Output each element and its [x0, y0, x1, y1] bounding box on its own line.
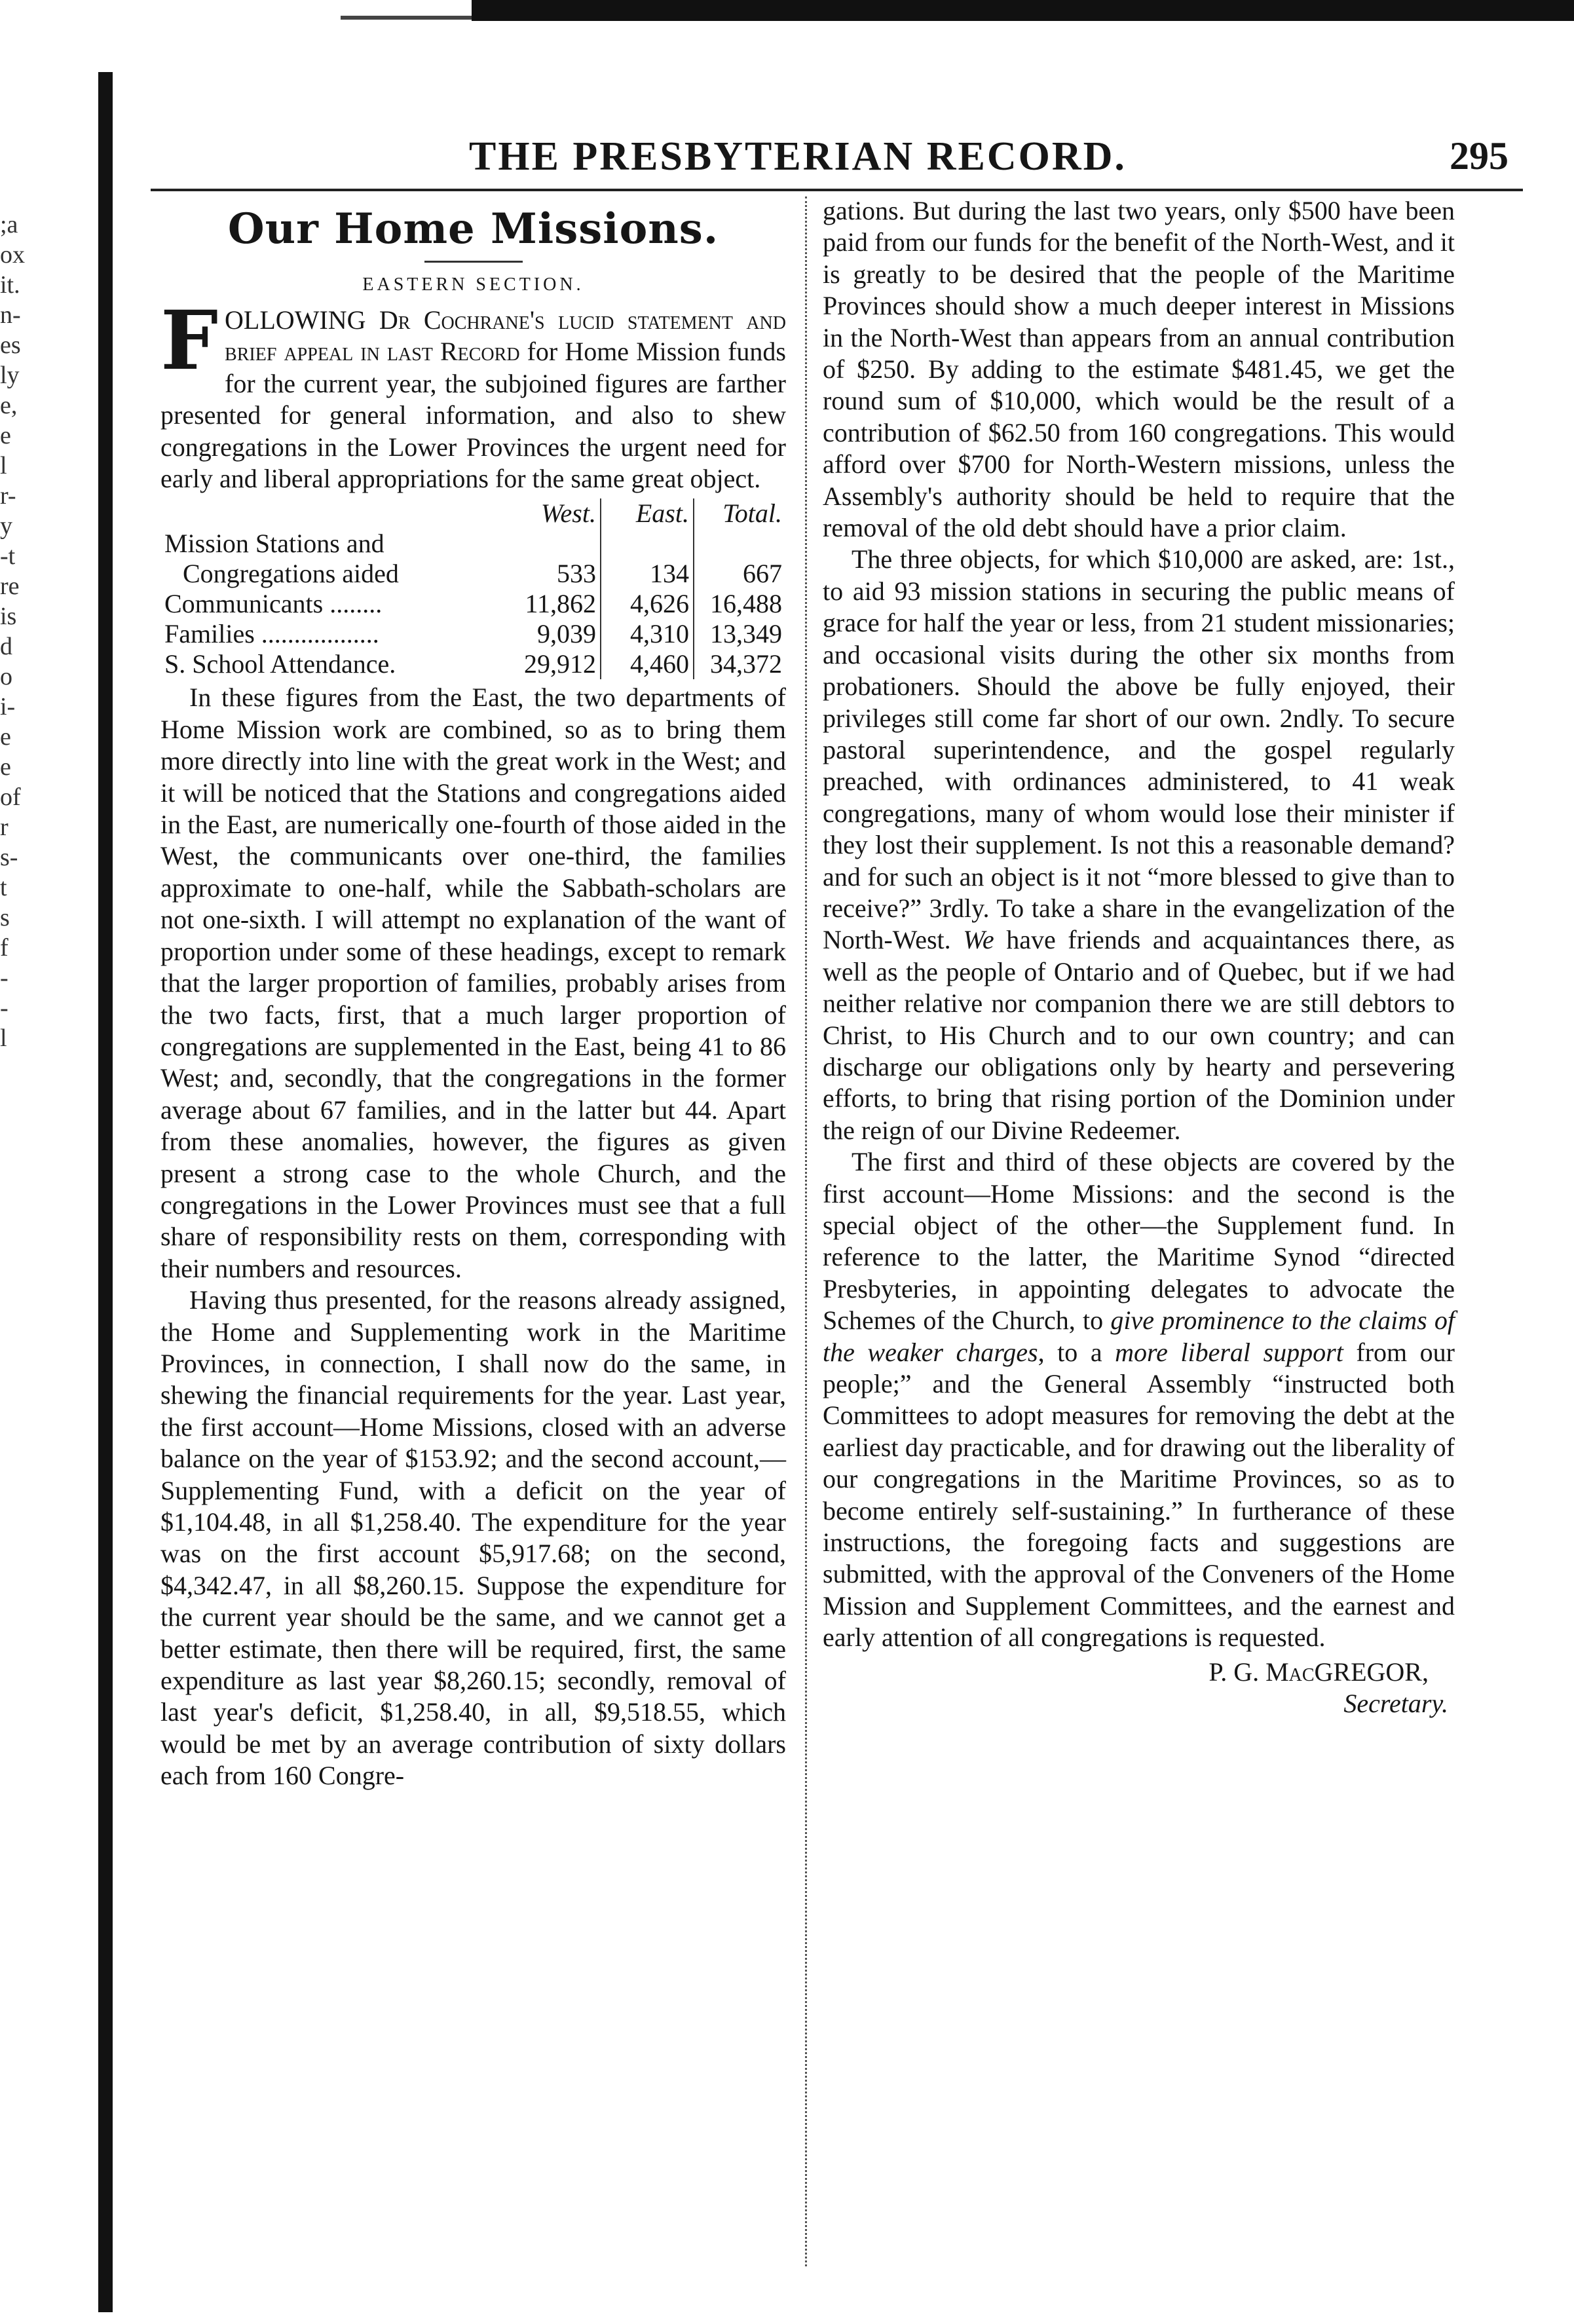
- table-header-blank: [160, 498, 508, 529]
- table-cell-west: 29,912: [524, 649, 596, 679]
- table-row: [160, 559, 786, 589]
- table-cell-total: 667: [694, 559, 786, 589]
- table-cell-east: 4,626: [601, 589, 694, 619]
- article-title: Our Home Missions.: [227, 204, 719, 253]
- margin-fragment: e,: [0, 392, 18, 419]
- margin-fragment: d: [0, 633, 12, 660]
- header-rule: [151, 189, 1523, 191]
- margin-fragment: -: [0, 994, 9, 1022]
- table-cell-label: Mission Stations and: [164, 529, 384, 559]
- margin-fragment: it.: [0, 271, 20, 299]
- margin-fragment: e: [0, 422, 11, 449]
- paragraph-financial: Having thus presented, for the reasons already assigned, the Home and Supplementing work in the Maritime Provinces, in connection, I shall now do the same, in shewing the financial requirements for the year. Last year, the first account—Home Missions, closed with an adverse balance on the year of $153.92; and the second account,—Supplementing Fund, with a deficit on the year of $1,104.48, in all $1,258.40. The expenditure for the year was on the first account $5,917.68; on the second, $4,342.47, in all $8,260.15. Suppose the expenditure for the current year should be the same, and we cannot get a better estimate, then there will be required, first, the same expenditure as last year $8,260.15; secondly, removal of last year's deficit, $1,258.40, in all, $9,518.55, which would be met by an average contribution of sixty dollars each from 160 Congre-: [160, 1285, 786, 1791]
- table-cell-total: 34,372: [694, 649, 786, 679]
- margin-fragment: -: [0, 964, 9, 992]
- paragraph-figures: In these figures from the East, the two departments of Home Mission work are combined, so as to bring them more directly into line with the great work in the West; and it will be noticed that the Stations and congregations aided in the East, are numerically one-fourth of those aided in the West, the communicants over one-third, the families approximate to one-half, while the Sabbath-scholars are not one-sixth. I will attempt no explanation of the want of proportion under some of these headings, except to remark that the larger proportion of families, probably arises from the two facts, first, that a much larger proportion of congregations are supplemented in the East, being 41 to 86 West; and, secondly, that the congregations in the former average about 67 families, and in the latter but 44. Apart from these anomalies, however, the figures as given present a strong case to the whole Church, and the congregations in the Lower Provinces must see that a full share of responsibility rests on them, corresponding with their numbers and resources.: [160, 683, 786, 1283]
- running-title: THE PRESBYTERIAN RECORD.: [469, 134, 1127, 179]
- table-cell-east: [601, 529, 694, 559]
- table-header-total: Total.: [694, 498, 786, 529]
- right-column: [823, 195, 1455, 1720]
- margin-fragment: ox: [0, 241, 25, 269]
- table-cell-total: [694, 529, 786, 559]
- left-column: [160, 195, 786, 1792]
- title-rule: [424, 261, 523, 263]
- table-cell-total: 13,349: [694, 619, 786, 649]
- synod-text-c: from our people;” and the General Assembly “instructed both Committees to adopt measures for removing the debt at the earliest day practicable, and for drawing out the liberality of our congregations in the Maritime Provinces, so as to become entirely self-sustaining.” In furtherance of these instructions, the foregoing facts and suggestions are submitted, with the approval of the Conveners of the Home Mission and Supplement Committees, and the earnest and early attention of all congregations is requested.: [823, 1337, 1455, 1653]
- objects-text-b: have friends and acquaintances there, as well as the people of Ontario and of Quebec, but if we had neither relative nor companion there we are still debtors to Christ, to His Church and to our own country; and can discharge our obligations only by hearty and persevering efforts, to bring that rising portion of the Dominion under the reign of our Divine Redeemer.: [823, 925, 1455, 1145]
- margin-fragment: e: [0, 723, 11, 751]
- margin-fragment: r: [0, 814, 9, 841]
- margin-fragment: e: [0, 753, 11, 781]
- synod-text-b: , to a: [1038, 1337, 1115, 1367]
- table-row: [160, 649, 786, 679]
- objects-text-a: The three objects, for which $10,000 are asked, are: 1st., to aid 93 mission stations in securing the public means of grace for half the year or less, from 21 student missionaries; and occasional visits during the other six months from probationers. Should the above be fully enjoyed, their privileges still come far short of our own. 2ndly. To secure pastoral superintendence, and the gospel regularly preached, with ordinances administered, to 41 weak congregations, many of whom would lose their minister if they lost their supplement. Is not this a reasonable demand? and for such an object is it not “more blessed to give than to receive?” 3rdly. To take a share in the evangelization of the North-West.: [823, 544, 1455, 955]
- table-header-row: [160, 498, 786, 529]
- margin-fragment: ly: [0, 362, 20, 389]
- table-cell-east: 4,310: [601, 619, 694, 649]
- drop-cap: F: [160, 293, 219, 388]
- signature: P. G. MacGREGOR,: [1209, 1657, 1429, 1687]
- table-cell-west: 533: [557, 559, 596, 589]
- page-number: 295: [1450, 134, 1508, 178]
- top-edge-taper: [341, 16, 485, 20]
- margin-fragment: t: [0, 874, 7, 901]
- table-cell-label: S. School Attendance.: [164, 649, 396, 679]
- margin-fragment: l: [0, 452, 7, 479]
- table-header-east: East.: [601, 498, 694, 529]
- table-cell-west: [508, 529, 601, 559]
- table-cell-total: 16,488: [694, 589, 786, 619]
- margin-fragment: ;a: [0, 211, 18, 238]
- margin-fragment: s-: [0, 844, 18, 871]
- synod-text-a: The first and third of these objects are covered by the first account—Home Missions: and the second is the special object of the other—the Supplement fund. In reference to the latter, the Maritime Synod “directed Presbyteries, in appointing delegates to advocate the Schemes of the Church, to: [823, 1147, 1455, 1336]
- intro-text-a: OLLOWING Dr Cochrane's lucid statement and brief appeal in last: [225, 305, 786, 367]
- table-row: [160, 619, 786, 649]
- intro-paragraph: [160, 293, 786, 495]
- table-cell-label: Families ..................: [164, 619, 379, 649]
- objects-we: We: [963, 925, 994, 955]
- margin-fragment: r-: [0, 482, 16, 510]
- margin-fragment: -t: [0, 542, 16, 570]
- table-cell-west: 11,862: [525, 589, 596, 619]
- intro-text-b: for Home Mission funds for the current year, the subjoined figures are farther presented for general information, and also to shew congregations in the Lower Provinces the urgent need for early and liberal appropriations for the same great object.: [160, 337, 786, 494]
- table-row: [160, 589, 786, 619]
- table-cell-west: 9,039: [537, 619, 596, 649]
- synod-quote-italic-1: give prominence to the claims of the weaker charges: [823, 1305, 1455, 1367]
- margin-fragment: f: [0, 934, 9, 962]
- margin-fragment: y: [0, 512, 12, 540]
- table-cell-label: Congregations aided: [183, 559, 399, 589]
- top-edge-bar: [472, 0, 1574, 21]
- margin-fragment: i-: [0, 693, 16, 721]
- table-cell-east: 134: [601, 559, 694, 589]
- margin-fragment: o: [0, 663, 12, 690]
- synod-quote-italic-2: more liberal support: [1115, 1337, 1343, 1367]
- margin-fragment: re: [0, 572, 20, 600]
- column-divider: [805, 197, 808, 2266]
- table-row: [160, 529, 786, 559]
- margin-fragment: of: [0, 783, 21, 811]
- table-cell-east: 4,460: [601, 649, 694, 679]
- page-spine: [98, 72, 113, 2312]
- adjacent-page-margin: [0, 210, 59, 1053]
- section-subheading: EASTERN SECTION.: [362, 274, 584, 295]
- margin-fragment: es: [0, 331, 21, 359]
- paragraph-three-objects: [823, 544, 1455, 1146]
- statistics-table: [160, 498, 786, 679]
- table-header-west: West.: [540, 498, 596, 529]
- margin-fragment: s: [0, 904, 10, 931]
- paragraph-first-and-third: [823, 1146, 1455, 1654]
- table-cell-label: Communicants ........: [164, 589, 383, 619]
- margin-fragment: l: [0, 1024, 7, 1052]
- margin-fragment: n-: [0, 301, 21, 329]
- signature-title: Secretary.: [1343, 1689, 1448, 1719]
- paragraph-north-west: gations. But during the last two years, only $500 have been paid from our funds for the benefit of the North-West, and it is greatly to be desired that the people of the Maritime Provinces should show a much deeper interest in Missions in the North-West than appears from an annual contribution of $250. By adding to the estimate $481.45, we get the round sum of $10,000, which would be the result of a contribution of $62.50 from 160 congregations. This would afford over $700 for North-Western missions, unless the Assembly's authority should be held to require that the removal of the old debt should have a prior claim.: [823, 196, 1455, 543]
- margin-fragment: is: [0, 603, 17, 630]
- intro-record: Record: [440, 337, 520, 367]
